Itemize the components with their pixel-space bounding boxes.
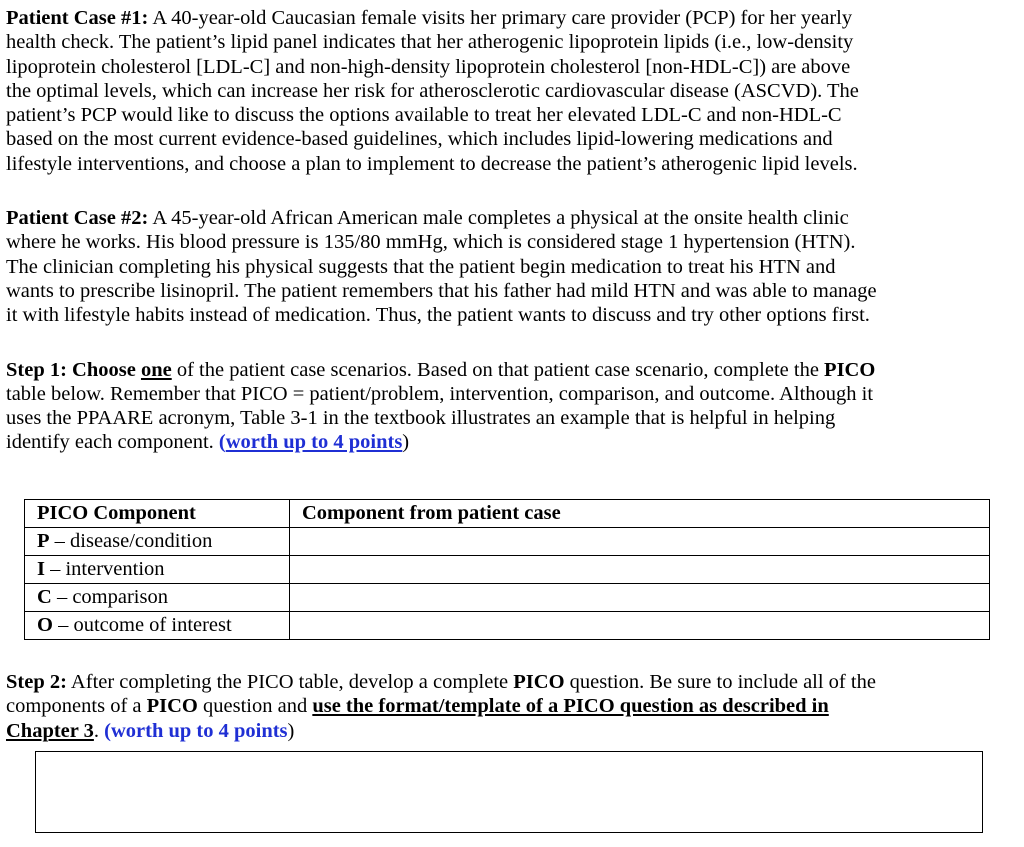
- row-input-o[interactable]: [290, 612, 990, 640]
- step2-text: components of a: [6, 695, 147, 718]
- row-letter: O: [37, 614, 53, 636]
- table-header-row: [25, 500, 990, 528]
- header-pico-component: PICO Component: [25, 500, 290, 528]
- row-input-c[interactable]: [290, 584, 990, 612]
- step2-heading: Step 2:: [6, 671, 67, 693]
- row-desc: – comparison: [51, 586, 168, 608]
- row-label-c: [25, 584, 290, 612]
- step2-text: .: [93, 719, 105, 742]
- case2-text: A 45-year-old African American male completes a physical at the onsite health clinic: [148, 207, 849, 230]
- row-letter: I: [37, 558, 45, 580]
- table-row: [25, 584, 990, 612]
- step2-line-1: [6, 670, 876, 694]
- case2-line-1: [6, 206, 1022, 230]
- step2-text: question. Be sure to include all of the: [564, 671, 876, 693]
- row-letter: C: [37, 586, 52, 608]
- row-desc: – intervention: [44, 558, 165, 580]
- case1-line-2: health check. The patient’s lipid panel indicates that her atherogenic lipoprotein lipids (i.e., low-density: [6, 31, 854, 54]
- step1-paren-open: (: [218, 431, 226, 454]
- document-body: [6, 6, 1022, 455]
- case2-line-5: it with lifestyle habits instead of medication. Thus, the patient wants to discuss and try other options first.: [6, 304, 870, 327]
- row-desc: – outcome of interest: [52, 614, 232, 636]
- case1-line-6: based on the most current evidence-based guidelines, which includes lipid-lowering medications and: [6, 128, 833, 151]
- step2-points: worth up to 4 points: [110, 719, 288, 742]
- row-letter: P: [37, 530, 50, 552]
- step1-line-2: table below. Remember that PICO = patient/problem, intervention, comparison, and outcome. Although it: [6, 382, 874, 405]
- pico-table: [24, 499, 990, 640]
- case2-heading: Patient Case #2:: [6, 207, 149, 230]
- case1-line-7: lifestyle interventions, and choose a plan to implement to decrease the patient’s atherogenic lipid levels.: [6, 152, 858, 175]
- step1-text-end: identify each component.: [6, 431, 219, 454]
- step2-format-emphasis: use the format/template of a PICO question as described in: [312, 695, 829, 718]
- step2-text: question and: [197, 695, 313, 718]
- case1-heading: Patient Case #1:: [6, 7, 149, 29]
- pico-question-answer-box[interactable]: [35, 751, 983, 833]
- case1-line-1: [6, 6, 1022, 30]
- spacer: [6, 328, 1022, 358]
- step2-line-2: [6, 694, 876, 718]
- row-label-i: [25, 556, 290, 584]
- header-component-from-case: Component from patient case: [290, 500, 990, 528]
- step-1-instructions: [6, 358, 1022, 455]
- step1-pico: PICO: [824, 358, 876, 381]
- step2-paren-close: ): [287, 719, 295, 742]
- row-input-p[interactable]: [290, 528, 990, 556]
- case1-text: A 40-year-old Caucasian female visits her primary care provider (PCP) for her yearly: [148, 7, 853, 29]
- patient-case-2: [6, 206, 1022, 327]
- step1-line-4: [6, 430, 1022, 454]
- step2-pico: PICO: [146, 695, 198, 718]
- case1-line-4: the optimal levels, which can increase her risk for atherosclerotic cardiovascular disease (ASCVD). The: [6, 79, 859, 102]
- step1-line-1: [6, 358, 1022, 382]
- case2-line-3: The clinician completing his physical suggests that the patient begin medication to treat his HTN and: [6, 255, 836, 278]
- row-input-i[interactable]: [290, 556, 990, 584]
- step2-chapter: Chapter 3: [6, 719, 94, 742]
- step2-pico: PICO: [513, 671, 565, 693]
- case2-line-2: where he works. His blood pressure is 135/80 mmHg, which is considered stage 1 hypertension (HTN).: [6, 231, 856, 254]
- step2-text: After completing the PICO table, develop a complete: [66, 671, 514, 693]
- step1-points: worth up to 4 points: [225, 431, 403, 454]
- case1-line-3: lipoprotein cholesterol [LDL-C] and non-high-density lipoprotein cholesterol [non-HDL-C]) are above: [6, 55, 851, 78]
- patient-case-1: [6, 6, 1022, 176]
- step2-paren-open: (: [104, 719, 111, 742]
- table-row: [25, 612, 990, 640]
- step1-text: of the patient case scenarios. Based on that patient case scenario, complete the: [171, 358, 825, 381]
- step1-paren-close: ): [402, 431, 410, 454]
- row-label-o: [25, 612, 290, 640]
- case2-line-4: wants to prescribe lisinopril. The patient remembers that his father had mild HTN and was able to manage: [6, 279, 877, 302]
- spacer: [6, 176, 1022, 206]
- step-2-instructions: [6, 670, 876, 743]
- row-label-p: [25, 528, 290, 556]
- step1-one: one: [140, 358, 172, 381]
- step1-heading: Step 1: Choose: [6, 358, 141, 381]
- step1-line-3: uses the PPAARE acronym, Table 3-1 in the textbook illustrates an example that is helpful in helping: [6, 407, 836, 430]
- case1-line-5: patient’s PCP would like to discuss the options available to treat her elevated LDL-C and non-HDL-C: [6, 104, 842, 127]
- row-desc: – disease/condition: [49, 530, 213, 552]
- table-row: [25, 556, 990, 584]
- table-row: [25, 528, 990, 556]
- step2-line-3: [6, 719, 876, 743]
